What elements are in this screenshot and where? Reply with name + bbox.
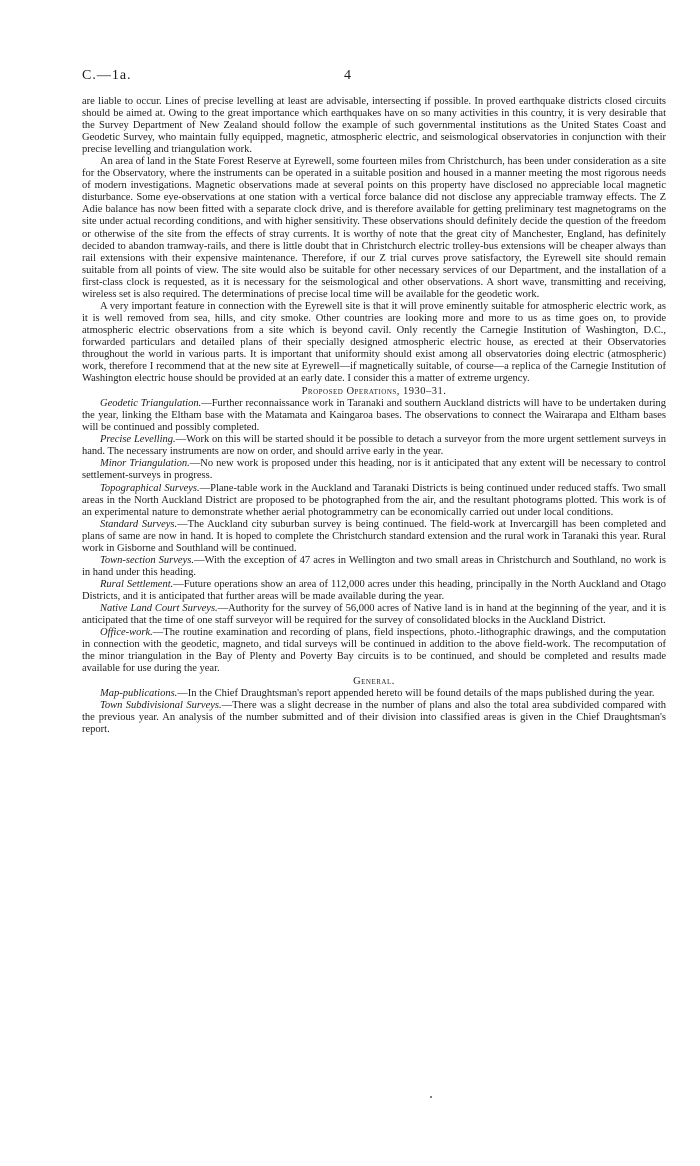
document-reference: C.—1a. (82, 68, 132, 83)
subsection-text: —Plane-table work in the Auckland and Taranaki Districts is being continued under reduced staffs. Two small areas in the North Auckland District are proposed to be photographed from the air, and the resultant photograms plotted. This work is of an experimental nature to demonstrate whether aerial photogrammetry can be economically carried out under local conditions. (82, 482, 666, 518)
subsection-title: Map-publications. (100, 688, 178, 700)
subsection-paragraph (82, 398, 666, 434)
page-number: 4 (344, 68, 351, 83)
subsection-text: —In the Chief Draughtsman's report appended hereto will be found details of the maps published during the year. (177, 688, 655, 700)
subsection-text: —Future operations show an area of 112,000 acres under this heading, principally in the North Auckland and Otago Districts, and it is anticipated that further areas will be made available during the year. (82, 578, 666, 602)
subsection-text: —Work on this will be started should it be possible to detach a surveyor from the more urgent settlement surveys in hand. The necessary instruments are now on order, and should arrive early in the year. (82, 434, 666, 458)
subsection-title: Town-section Surveys. (100, 554, 194, 566)
subsection-title: Standard Surveys. (100, 518, 178, 530)
subsection-text: —There was a slight decrease in the number of plans and also the total area subdivided compared with the previous year. An analysis of the number submitted and of their division into classified areas is given in the Chief Draughtsman's report. (82, 700, 666, 736)
paragraph: are liable to occur. Lines of precise levelling at least are advisable, intersecting if possible. In proved earthquake districts closed circuits should be aimed at. Owing to the great importance which earthquakes have on so many activities in this country, it is very desirable that the Survey Department of New Zealand should follow the example of such governmental institutions as the United States Coast and Geodetic Survey, who maintain fully equipped, magnetic, atmospheric electric, and seismological observatories in conjunction with their precise levelling and triangulation work. (82, 96, 666, 156)
subsection-paragraph (82, 700, 666, 736)
subsection-paragraph (82, 688, 666, 700)
body-text (82, 96, 666, 736)
subsection-paragraph (82, 519, 666, 555)
paragraph: A very important feature in connection with the Eyrewell site is that it will prove eminently suitable for atmospheric electric work, as it is well removed from sea, hills, and city smoke. Other countries are looking more and more to us as time goes on, to provide atmospheric electric observations from a site which is beyond cavil. Only recently the Carnegie Institution of Washington, D.C., forwarded particulars and detailed plans of their specially designed atmospheric electric house, as erected at their Observatories throughout the world in various parts. It is important that uniformity should exist among all observatories doing electric (atmospheric) work, therefore I recommend that at the new site at Eyrewell—if magnetically suitable, of course—a replica of the Carnegie Institution of Washington electric house should be provided at an early date. I consider this a matter of extreme urgency. (82, 300, 666, 385)
subsection-text: —Authority for the survey of 56,000 acres of Native land is in hand at the beginning of the year, and it is anticipated that the time of one staff surveyor will be required for the survey of consolidated blocks in the Auckland District. (82, 602, 667, 627)
section-heading: General. (353, 676, 395, 688)
page-header (82, 68, 658, 88)
subsection-paragraph (82, 483, 666, 519)
subsection-title: Geodetic Triangulation. (100, 398, 202, 410)
paragraph: An area of land in the State Forest Reserve at Eyrewell, some fourteen miles from Christchurch, has been under consideration as a site for the Observatory, where the instruments can be operated in a suitable position and housed in a manner meeting the most rigorous needs of modern investigations. Magnetic observations made at several points on this property have disclosed no appreciable local magnetic disturbance. Some eye-observations at one station with a vertical force balance did not disclose any appreciable tramway effects. The Z Adie balance has now been fitted with a separate clock drive, and is therefore available for getting preliminary test magnetograms on the site under actual recording conditions, and with higher sensitivity. These observations should definitely decide the question of the freedom or otherwise of the site from the effects of stray currents. It is worthy of note that the great city of Manchester, England, has definitely decided to abandon tramway-rails, and there is little doubt that in Christchurch electric trolley-bus extensions will be cheaper always than rail extensions with their expensive maintenance. Therefore, if our Z trial curves prove satisfactory, the Eyrewell site should remain suitable from all points of view. The site would also be suitable for other necessary services of our Department, and the installation of a first-class clock is requested, as it is necessary for the seismological and other observations. A short wave, transmitting and receiving, wireless set is also required. The determinations of precise local time will be available for the geodetic work. (82, 156, 666, 300)
subsection-paragraph (82, 458, 666, 482)
subsection-text: —Further reconnaissance work in Taranaki and southern Auckland districts will have to be undertaken during the year, linking the Eltham base with the Matamata and Kaingaroa bases. The observations to connect the Wairarapa and Eltham bases will be continued and possibly completed. (82, 398, 666, 434)
subsection-paragraph (82, 434, 666, 458)
section-heading: Proposed Operations, 1930–31. (301, 386, 447, 398)
subsection-title: Town Subdivisional Surveys. (100, 700, 222, 712)
subsection-paragraph (82, 555, 666, 579)
ink-speck (430, 1096, 432, 1098)
subsection-title: Minor Triangulation. (100, 458, 190, 470)
subsection-title: Native Land Court Surveys. (100, 602, 218, 614)
subsection-paragraph (82, 603, 666, 627)
subsection-paragraph (82, 579, 666, 603)
subsection-text: —The routine examination and recording of plans, field inspections, photo.-lithographic drawings, and the computation in connection with the geodetic, magneto, and tidal surveys will be continued in addition to the above field-work. The recomputation of the minor triangulation in the Bay of Plenty and Poverty Bay circuits is to be continued, and should be completed and results made available for use during the year. (82, 627, 666, 675)
subsection-paragraph (82, 627, 666, 675)
subsection-title: Rural Settlement. (100, 578, 174, 590)
subsection-title: Office-work. (100, 627, 153, 639)
subsection-text: —The Auckland city suburban survey is being continued. The field-work at Invercargill has been completed and plans of same are now in hand. It is hoped to complete the Christchurch standard extension and the rural work in Taranaki this year. Rural work in Gisborne and Southland will be continued. (82, 518, 666, 554)
subsection-title: Topographical Surveys. (100, 482, 200, 494)
subsection-text: —With the exception of 47 acres in Wellington and two small areas in Christchurch and Southland, no work is in hand under this heading. (82, 554, 666, 578)
subsection-text: —No new work is proposed under this heading, nor is it anticipated that any extent will be necessary to control settlement-surveys in progress. (82, 458, 667, 482)
subsection-title: Precise Levelling. (100, 434, 176, 446)
